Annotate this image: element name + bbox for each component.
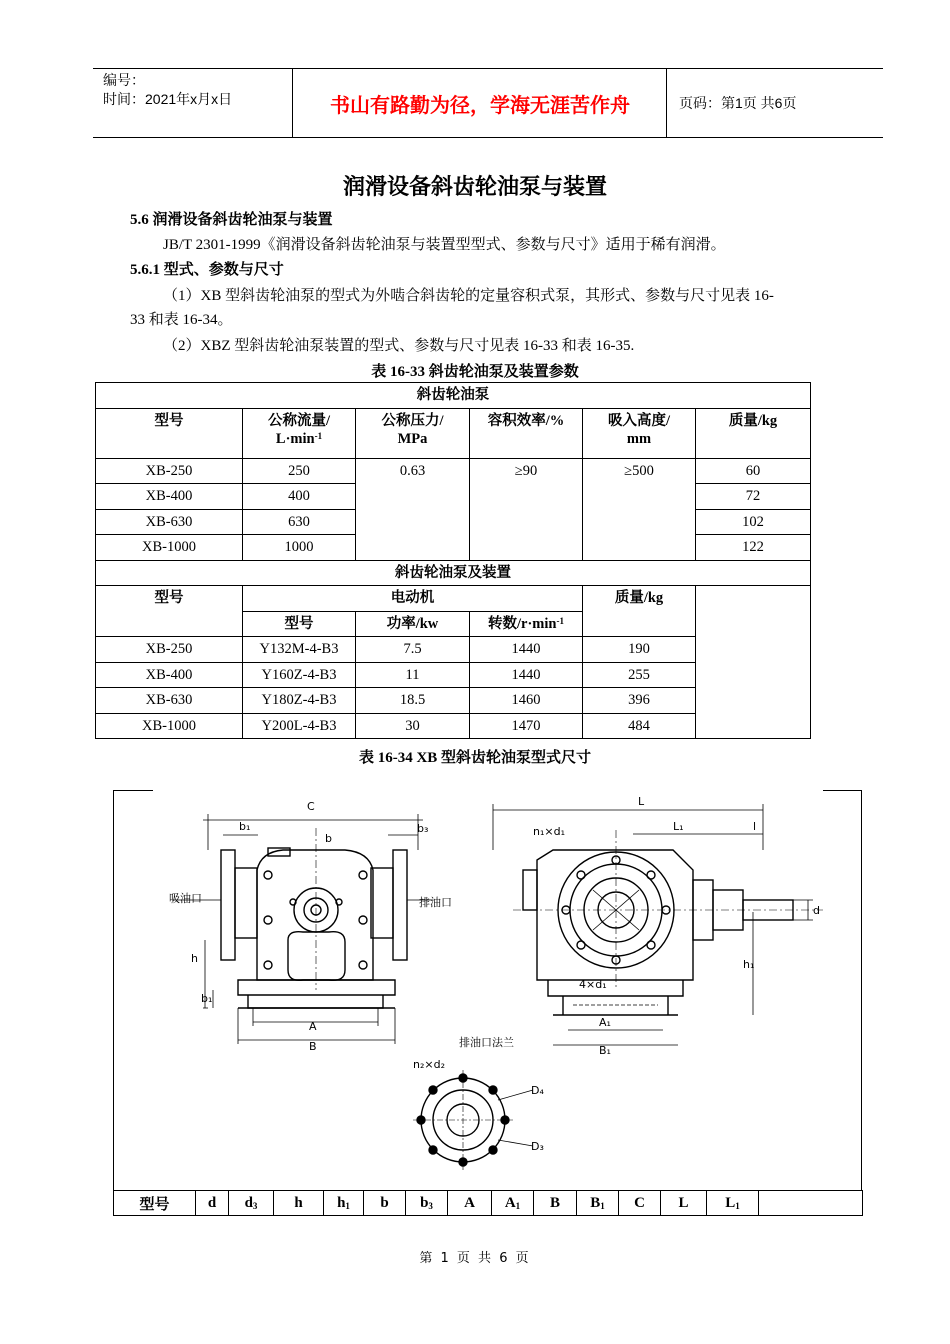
cell-model: XB-400 (96, 484, 243, 510)
col-header-pressure: 公称压力/ MPa (356, 408, 470, 458)
side-view (493, 804, 823, 1045)
col-header-model: 型号 (96, 408, 243, 458)
paragraph-2: （2）XBZ 型斜齿轮油泵装置的型式、参数与尺寸见表 16-33 和表 16-35. (163, 338, 635, 354)
cell-mass: 72 (696, 484, 811, 510)
dim-a-label: A (309, 1020, 317, 1033)
dim-n1d1-label: n₁×d₁ (533, 825, 565, 838)
flange-view (413, 1070, 533, 1170)
cell-model: XB-250 (96, 458, 243, 484)
dim-small-l-label: l (753, 820, 757, 833)
dim-b-label: b (325, 832, 332, 845)
dim-b3-label: b₃ (417, 822, 429, 835)
paragraph-1-line-1: （1）XB 型斜齿轮油泵的型式为外啮合斜齿轮的定量容积式泵，其形式、参数与尺寸见表 16- (163, 288, 774, 304)
front-view-labels (169, 800, 452, 1053)
cell-efficiency: ≥90 (470, 458, 583, 560)
cell-mass: 396 (583, 688, 696, 714)
cell-speed: 1440 (470, 662, 583, 688)
dim-l1-label: L₁ (673, 820, 684, 833)
paragraph-1-line-2: 33 和表 16-34。 (130, 312, 233, 328)
col-header-mass: 质量/kg (696, 408, 811, 458)
suction-port-label: 吸油口 (169, 892, 202, 905)
cell-speed: 1440 (470, 637, 583, 663)
cell-speed: 1470 (470, 713, 583, 739)
dimension-header-row (114, 1191, 863, 1216)
cell-model: XB-1000 (96, 535, 243, 561)
dim-col-header: $d_3$ (229, 1191, 274, 1216)
cell-power: 7.5 (356, 637, 470, 663)
dim-h-label: h (191, 952, 198, 965)
cell-model: XB-250 (96, 637, 243, 663)
dim-n2d2-label: n₂×d₂ (413, 1058, 445, 1071)
dim-col-header: A (448, 1191, 492, 1216)
device-header-power: 功率/kw (356, 611, 470, 637)
cell-flow: 630 (243, 509, 356, 535)
cell-motor-model: Y132M-4-B3 (243, 637, 356, 663)
header-meta (93, 69, 293, 137)
dim-col-header: B (534, 1191, 577, 1216)
device-header-mass: 质量/kg (583, 586, 696, 637)
dim-col-header: b (364, 1191, 406, 1216)
table-row (96, 458, 811, 484)
dim-col-header: $h_1$ (324, 1191, 364, 1216)
header-motto: 书山有路勤为径，学海无涯苦作舟 (294, 69, 667, 137)
code-label: 编号： (103, 72, 145, 88)
table-16-33-caption: 表 16-33 斜齿轮油泵及装置参数 (371, 364, 579, 380)
cell-power: 30 (356, 713, 470, 739)
dim-col-header: d (196, 1191, 229, 1216)
discharge-port-label: 排油口 (419, 896, 452, 909)
device-header-model: 型号 (96, 586, 243, 637)
table-16-34-caption: 表 16-34 XB 型斜齿轮油泵型式尺寸 (358, 750, 592, 766)
cell-speed: 1460 (470, 688, 583, 714)
dim-col-header: $B_1$ (577, 1191, 619, 1216)
dim-h1-label: h₁ (743, 958, 755, 971)
cell-mass: 102 (696, 509, 811, 535)
col-header-suction: 吸入高度/ mm (583, 408, 696, 458)
time-label: 时间：2021年x月x日 (103, 91, 233, 107)
cell-model: XB-400 (96, 662, 243, 688)
cell-model: XB-630 (96, 688, 243, 714)
cell-suction: ≥500 (583, 458, 696, 560)
device-header-motor: 电动机 (243, 586, 583, 612)
dim-a1-label: A₁ (599, 1016, 611, 1029)
table-16-33 (95, 382, 811, 739)
dim-col-header: C (619, 1191, 661, 1216)
dim-b1-side-label: B₁ (599, 1044, 611, 1057)
discharge-flange-label: 排油口法兰 (459, 1036, 514, 1049)
cell-power: 18.5 (356, 688, 470, 714)
col-header-flow: 公称流量/ $L\cdot\min^{-1}$ (243, 408, 356, 458)
cell-model: XB-1000 (96, 713, 243, 739)
device-header-motor-model: 型号 (243, 611, 356, 637)
col-header-efficiency: 容积效率/% (470, 408, 583, 458)
cell-flow: 250 (243, 458, 356, 484)
cell-motor-model: Y160Z-4-B3 (243, 662, 356, 688)
cell-mass: 190 (583, 637, 696, 663)
cell-mass: 60 (696, 458, 811, 484)
dim-holes-label: 4×d₁ (579, 978, 607, 991)
dim-col-header: $L_1$ (707, 1191, 759, 1216)
cell-model: XB-630 (96, 509, 243, 535)
device-header-speed: 转数$/r\cdot\min^{-1}$ (470, 611, 583, 637)
dim-col-header: $b_3$ (406, 1191, 448, 1216)
dim-col-header: h (274, 1191, 324, 1216)
cell-flow: 400 (243, 484, 356, 510)
dim-b1-label: b₁ (239, 820, 251, 833)
section-heading: 5.6 润滑设备斜齿轮油泵与装置 (130, 212, 333, 228)
page-header (93, 68, 883, 138)
dim-col-header: L (661, 1191, 707, 1216)
dim-col-header: 型号 (114, 1191, 196, 1216)
device-section-header: 斜齿轮油泵及装置 (96, 560, 811, 586)
cell-power: 11 (356, 662, 470, 688)
cell-motor-model: Y180Z-4-B3 (243, 688, 356, 714)
dim-col-header (759, 1191, 863, 1216)
dim-c-label: C (307, 800, 315, 813)
dim-d-label: d (813, 904, 820, 917)
front-view (173, 814, 433, 1044)
cell-motor-model: Y200L-4-B3 (243, 713, 356, 739)
document-title: 润滑设备斜齿轮油泵与装置 (342, 175, 607, 200)
dim-d3-label: D₃ (531, 1140, 544, 1153)
dim-b1-vert-label: b₁ (201, 992, 213, 1005)
dim-l-label: L (638, 795, 645, 808)
header-page-info: 页码：第1页 共6页 (679, 95, 797, 111)
intro-paragraph: JB/T 2301-1999《润滑设备斜齿轮油泵与装置型型式、参数与尺寸》适用于稀有润滑。 (163, 237, 726, 253)
sub-heading: 5.6.1 型式、参数与尺寸 (130, 262, 284, 278)
pump-drawing (113, 790, 862, 1216)
cell-mass: 255 (583, 662, 696, 688)
page-footer: 第 1 页 共 6 页 (419, 1251, 531, 1266)
cell-mass: 484 (583, 713, 696, 739)
dim-d4-label: D₄ (531, 1084, 544, 1097)
pump-section-header: 斜齿轮油泵 (96, 383, 811, 409)
cell-mass: 122 (696, 535, 811, 561)
dim-b-bottom-label: B (309, 1040, 317, 1053)
dim-col-header: $A_1$ (492, 1191, 534, 1216)
cell-flow: 1000 (243, 535, 356, 561)
cell-pressure: 0.63 (356, 458, 470, 560)
table-16-34 (113, 1190, 863, 1216)
empty-cell (696, 586, 811, 739)
